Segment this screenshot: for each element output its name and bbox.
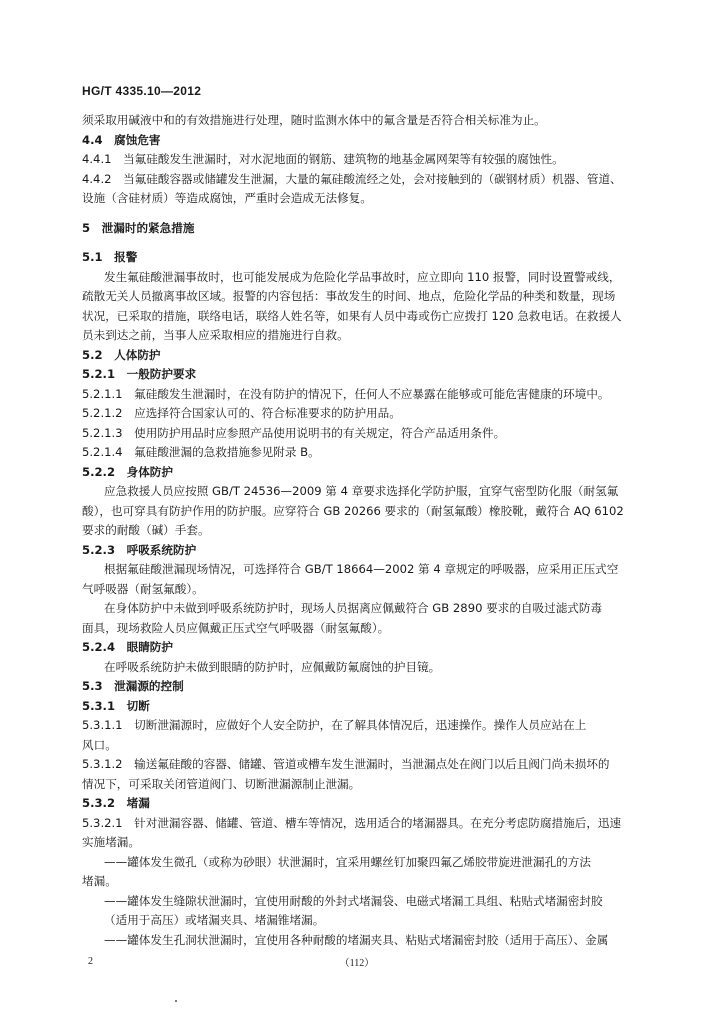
page-number: 2 bbox=[88, 956, 93, 967]
text-line: （适用于高压）或堵漏夹具、堵漏锥堵漏。 bbox=[104, 913, 325, 927]
document-body bbox=[82, 111, 650, 950]
spacer bbox=[82, 209, 650, 219]
text-line: 5.3.1.2 输送氟硅酸的容器、储罐、管道或槽车发生泄漏时，当泄漏点处在阀门以后且阀门尚未损坏的 bbox=[82, 757, 610, 771]
scan-speck bbox=[175, 1000, 177, 1002]
text-line: 面具，现场救险人员应佩戴正压式空气呼吸器（耐氢氟酸）。 bbox=[82, 620, 390, 635]
text-line: 4.4.1 当氟硅酸发生泄漏时，对水泥地面的钢筋、建筑物的地基金属网架等有较强的腐蚀性。 bbox=[82, 152, 564, 166]
text-line: 酸），也可穿具有防护作用的防护服。应穿符合 GB 20266 要求的（耐氢氟酸）橡胶靴，戴符合 AQ 6102 bbox=[82, 503, 624, 518]
text-line: 在呼吸系统防护未做到眼睛的防护时，应佩戴防氟腐蚀的护目镜。 bbox=[104, 659, 441, 674]
footer-center-number: （112） bbox=[339, 958, 375, 969]
text-line: 员未到达之前，当事人应采取相应的措施进行自救。 bbox=[82, 328, 349, 342]
text-line: ——罐体发生微孔（或称为砂眼）状泄漏时，宜采用螺丝钉加聚四氟乙烯胶带旋进泄漏孔的方法 bbox=[104, 854, 591, 869]
text-line: 情况下，可采取关闭管道阀门、切断泄漏源制止泄漏。 bbox=[82, 776, 361, 791]
section-heading: 5.2.4 眼睛防护 bbox=[82, 640, 173, 654]
text-line: 疏散无关人员撤离事故区域。报警的内容包括：事故发生的时间、地点，危险化学品的种类和数量，现场 bbox=[82, 289, 616, 303]
text-line: 应急救援人员应按照 GB/T 24536—2009 第 4 章要求选择化学防护服，宜穿气密型防化服（耐氢氟 bbox=[104, 484, 619, 498]
section-heading: 5.3.1 切断 bbox=[82, 698, 150, 713]
spacer bbox=[82, 238, 650, 248]
section-heading: 4.4 腐蚀危害 bbox=[82, 132, 161, 147]
text-line: 5.2.1.2 应选择符合国家认可的、符合标准要求的防护用品。 bbox=[82, 406, 401, 420]
text-line: 堵漏。 bbox=[82, 874, 117, 888]
section-heading: 5.3.2 堵漏 bbox=[82, 796, 150, 810]
text-line: 设施（含硅材质）等造成腐蚀，严重时会造成无法修复。 bbox=[82, 191, 372, 205]
text-line: 5.2.1.4 氟硅酸泄漏的急救措施参见附录 B。 bbox=[82, 445, 320, 459]
section-heading: 5.2 人体防护 bbox=[82, 347, 161, 362]
text-line: 实施堵漏。 bbox=[82, 835, 140, 849]
text-line: 5.2.1.3 使用防护用品时应参照产品使用说明书的有关规定，符合产品适用条件。 bbox=[82, 425, 506, 440]
text-line: 风口。 bbox=[82, 737, 117, 752]
section-heading: 5.1 报警 bbox=[82, 250, 138, 264]
section-heading: 5.2.1 一般防护要求 bbox=[82, 367, 197, 381]
section-heading: 5.3 泄漏源的控制 bbox=[82, 679, 184, 693]
text-line: 4.4.2 当氟硅酸容器或储罐发生泄漏，大量的氟硅酸流经之处，会对接触到的（碳钢材质）机器、管道、 bbox=[82, 171, 622, 186]
text-line: 要求的耐酸（碱）手套。 bbox=[82, 523, 210, 537]
text-line: 5.2.1.1 氟硅酸发生泄漏时，在没有防护的情况下，任何人不应暴露在能够或可能危害健康的环境中。 bbox=[82, 386, 610, 401]
text-line: ——罐体发生缝隙状泄漏时，宜使用耐酸的外封式堵漏袋、电磁式堵漏工具组、粘贴式堵漏密封胶 bbox=[104, 893, 603, 908]
text-line: ——罐体发生孔洞状泄漏时，宜使用各种耐酸的堵漏夹具、粘贴式堵漏密封胶（适用于高压）、金属 bbox=[104, 932, 609, 947]
section-heading: 5.2.2 身体防护 bbox=[82, 464, 173, 479]
text-line: 根据氟硅酸泄漏现场情况，可选择符合 GB/T 18664—2002 第 4 章规定的呼吸器，应采用正压式空 bbox=[104, 562, 619, 576]
text-line: 状况，已采取的措施，联络电话，联络人姓名等，如果有人员中毒或伤亡应拨打 120 急救电话。在救援人 bbox=[82, 308, 622, 323]
text-line: 在身体防护中未做到呼吸系统防护时，现场人员据离应佩戴符合 GB 2890 要求的自吸过滤式防毒 bbox=[104, 601, 603, 615]
section-heading: 5.2.3 呼吸系统防护 bbox=[82, 542, 197, 557]
text-line: 5.3.2.1 针对泄漏容器、储罐、管道、槽车等情况，选用适合的堵漏器具。在充分考虑防腐措施后，迅速 bbox=[82, 815, 622, 830]
text-line: 5.3.1.1 切断泄漏源时，应做好个人安全防护，在了解具体情况后，迅速操作。操作人员应站在上 bbox=[82, 718, 587, 732]
text-line: 气呼吸器（耐氢氟酸）。 bbox=[82, 581, 204, 596]
text-line: 发生氟硅酸泄漏事故时，也可能发展成为危险化学品事故时，应立即向 110 报警，同时设置警戒线， bbox=[104, 269, 621, 284]
text-line: 须采取用碱液中和的有效措施进行处理，随时监测水体中的氟含量是否符合相关标准为止。 bbox=[82, 113, 546, 127]
section-heading: 5 泄漏时的紧急措施 bbox=[82, 220, 195, 235]
standard-number-header: HG/T 4335.10—2012 bbox=[82, 84, 202, 98]
